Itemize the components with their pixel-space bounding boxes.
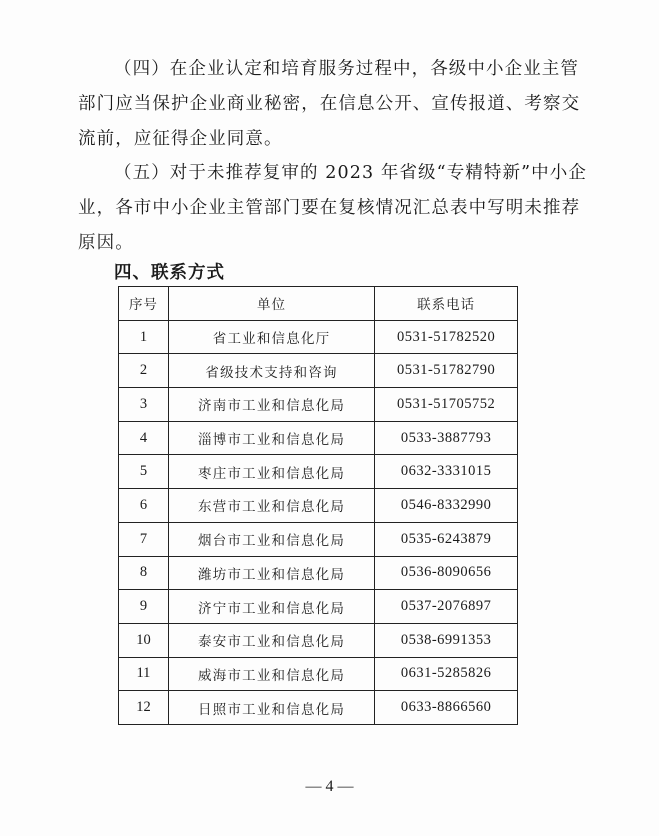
row-seq-cell: 5 bbox=[119, 455, 169, 489]
row-unit-cell: 省工业和信息化厅 bbox=[168, 320, 374, 354]
row-unit-cell: 枣庄市工业和信息化局 bbox=[168, 455, 374, 489]
row-seq-cell: 8 bbox=[119, 556, 169, 590]
row-phone-cell: 0531-51782790 bbox=[375, 354, 518, 388]
row-phone-cell: 0533-3887793 bbox=[375, 421, 518, 455]
row-seq-cell: 6 bbox=[119, 489, 169, 523]
contact-table bbox=[118, 286, 518, 725]
row-unit-cell: 省级技术支持和咨询 bbox=[168, 354, 374, 388]
row-phone-cell: 0632-3331015 bbox=[375, 455, 518, 489]
row-phone-cell: 0535-6243879 bbox=[375, 522, 518, 556]
row-seq-cell: 2 bbox=[119, 354, 169, 388]
row-phone-cell: 0536-8090656 bbox=[375, 556, 518, 590]
table-row bbox=[119, 556, 518, 590]
row-phone-cell: 0546-8332990 bbox=[375, 489, 518, 523]
header-phone: 联系电话 bbox=[375, 287, 518, 321]
row-phone-cell: 0633-8866560 bbox=[375, 691, 518, 725]
row-unit-cell: 淄博市工业和信息化局 bbox=[168, 421, 374, 455]
row-unit-cell: 济南市工业和信息化局 bbox=[168, 388, 374, 422]
row-seq-cell: 12 bbox=[119, 691, 169, 725]
row-phone-cell: 0538-6991353 bbox=[375, 623, 518, 657]
row-seq-cell: 7 bbox=[119, 522, 169, 556]
row-unit-cell: 烟台市工业和信息化局 bbox=[168, 522, 374, 556]
row-unit-cell: 东营市工业和信息化局 bbox=[168, 489, 374, 523]
row-unit-cell: 日照市工业和信息化局 bbox=[168, 691, 374, 725]
table-row bbox=[119, 320, 518, 354]
header-seq: 序号 bbox=[119, 287, 169, 321]
table-row bbox=[119, 623, 518, 657]
row-unit-cell: 威海市工业和信息化局 bbox=[168, 657, 374, 691]
table-header-row bbox=[119, 287, 518, 321]
header-unit: 单位 bbox=[168, 287, 374, 321]
table-row bbox=[119, 657, 518, 691]
row-seq-cell: 10 bbox=[119, 623, 169, 657]
row-phone-cell: 0531-51782520 bbox=[375, 320, 518, 354]
row-seq-cell: 1 bbox=[119, 320, 169, 354]
row-seq-cell: 11 bbox=[119, 657, 169, 691]
paragraph-item-5: （五）对于未推荐复审的 2023 年省级“专精特新”中小企业，各市中小企业主管部门要在复核情况汇总表中写明未推荐原因。 bbox=[78, 163, 587, 253]
paragraph-item-4: （四）在企业认定和培育服务过程中，各级中小企业主管部门应当保护企业商业秘密，在信息公开、宣传报道、考察交流前，应征得企业同意。 bbox=[78, 59, 581, 149]
table-row bbox=[119, 388, 518, 422]
table-row bbox=[119, 691, 518, 725]
table-row bbox=[119, 455, 518, 489]
row-unit-cell: 济宁市工业和信息化局 bbox=[168, 590, 374, 624]
section-heading-contact: 四、联系方式 bbox=[114, 263, 225, 283]
table-row bbox=[119, 590, 518, 624]
row-unit-cell: 泰安市工业和信息化局 bbox=[168, 623, 374, 657]
table-row bbox=[119, 489, 518, 523]
row-seq-cell: 9 bbox=[119, 590, 169, 624]
table-row bbox=[119, 354, 518, 388]
table-row bbox=[119, 522, 518, 556]
row-phone-cell: 0537-2076897 bbox=[375, 590, 518, 624]
row-phone-cell: 0631-5285826 bbox=[375, 657, 518, 691]
row-unit-cell: 潍坊市工业和信息化局 bbox=[168, 556, 374, 590]
page-number: — 4 — bbox=[305, 778, 354, 795]
table-row bbox=[119, 421, 518, 455]
row-phone-cell: 0531-51705752 bbox=[375, 388, 518, 422]
row-seq-cell: 3 bbox=[119, 388, 169, 422]
row-seq-cell: 4 bbox=[119, 421, 169, 455]
